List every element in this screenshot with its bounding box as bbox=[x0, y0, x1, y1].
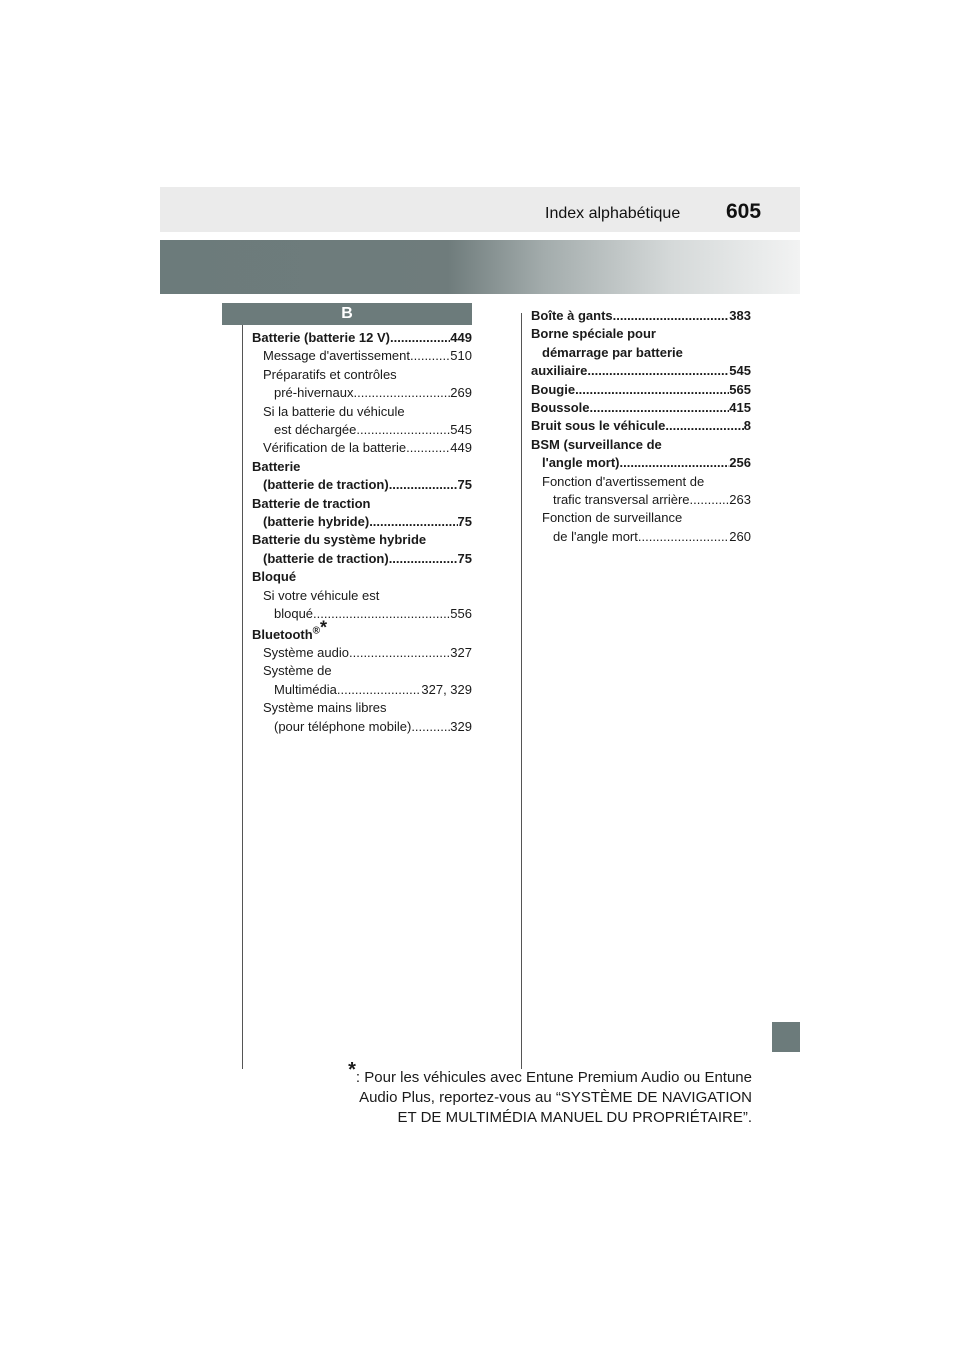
index-entry: auxiliaire ..... 545 bbox=[531, 362, 751, 380]
index-subentry: pré-hivernaux ..... 269 bbox=[252, 384, 472, 402]
index-subentry-line: Préparatifs et contrôles bbox=[263, 366, 397, 382]
index-entry: (batterie de traction) ..... 75 bbox=[252, 476, 472, 494]
index-entry-bluetooth: Bluetooth®* bbox=[252, 617, 328, 642]
chapter-side-tab bbox=[772, 1022, 800, 1052]
middle-divider-line bbox=[521, 313, 522, 1069]
index-subentry-line: Fonction de surveillance bbox=[542, 510, 683, 526]
index-subentry: Multimédia ..... 327, 329 bbox=[252, 681, 472, 699]
right-index-column bbox=[531, 307, 751, 546]
left-index-column bbox=[252, 329, 472, 736]
left-divider-line bbox=[242, 325, 243, 1069]
footnote-line-2: Audio Plus, reportez-vous au “SYSTÈME DE NAVIGATION bbox=[359, 1089, 752, 1106]
index-entry: Batterie (batterie 12 V) ..... 449 bbox=[252, 329, 472, 347]
index-subentry-line: Système mains libres bbox=[263, 700, 387, 716]
index-entry-line: démarrage par batterie bbox=[542, 344, 683, 360]
footnote bbox=[240, 1059, 752, 1128]
index-subentry: (pour téléphone mobile) ..... 329 bbox=[252, 718, 472, 736]
footnote-line-1: *: Pour les véhicules avec Entune Premium Audio ou Entune bbox=[348, 1059, 752, 1086]
index-entry: Boussole ..... 415 bbox=[531, 399, 751, 417]
index-subentry: bloqué ..... 556 bbox=[252, 605, 472, 623]
index-entry-line: Batterie de traction bbox=[252, 495, 371, 511]
index-entry-line: Batterie bbox=[252, 458, 301, 474]
index-entry: Boîte à gants ..... 383 bbox=[531, 307, 751, 325]
index-subentry-line: Si la batterie du véhicule bbox=[263, 403, 405, 419]
index-subentry: Système audio ..... 327 bbox=[252, 644, 472, 662]
index-subentry: Message d'avertissement ..... 510 bbox=[252, 347, 472, 365]
index-entry: (batterie de traction) ..... 75 bbox=[252, 550, 472, 568]
index-entry-line: Batterie du système hybride bbox=[252, 532, 427, 548]
index-entry-line: BSM (surveillance de bbox=[531, 436, 662, 452]
registered-mark: ® bbox=[312, 625, 321, 637]
header-band bbox=[160, 187, 800, 232]
header-title: Index alphabétique bbox=[545, 205, 681, 222]
index-entry: l'angle mort) ..... 256 bbox=[531, 454, 751, 472]
footnote-star: * bbox=[320, 617, 328, 638]
index-subentry: trafic transversal arrière ..... 263 bbox=[531, 491, 751, 509]
index-entry: (batterie hybride) ..... 75 bbox=[252, 513, 472, 531]
index-entry-line: Bloqué bbox=[252, 569, 297, 585]
footnote-star: * bbox=[348, 1059, 356, 1081]
decorative-gradient-band bbox=[160, 240, 800, 294]
index-entry-line: Borne spéciale pour bbox=[531, 326, 656, 342]
section-letter-header: B bbox=[222, 303, 472, 325]
index-subentry-line: Si votre véhicule est bbox=[263, 587, 380, 603]
footnote-line-3: ET DE MULTIMÉDIA MANUEL DU PROPRIÉTAIRE”. bbox=[397, 1109, 752, 1126]
index-entry: Bruit sous le véhicule ..... 8 bbox=[531, 417, 751, 435]
index-subentry-line: Système de bbox=[263, 663, 332, 679]
index-subentry: est déchargée ..... 545 bbox=[252, 421, 472, 439]
index-entry: Bougie ..... 565 bbox=[531, 381, 751, 399]
index-subentry-line: Fonction d'avertissement de bbox=[542, 473, 705, 489]
index-subentry: de l'angle mort ..... 260 bbox=[531, 528, 751, 546]
index-subentry: Vérification de la batterie ..... 449 bbox=[252, 439, 472, 457]
page-number: 605 bbox=[726, 200, 762, 223]
